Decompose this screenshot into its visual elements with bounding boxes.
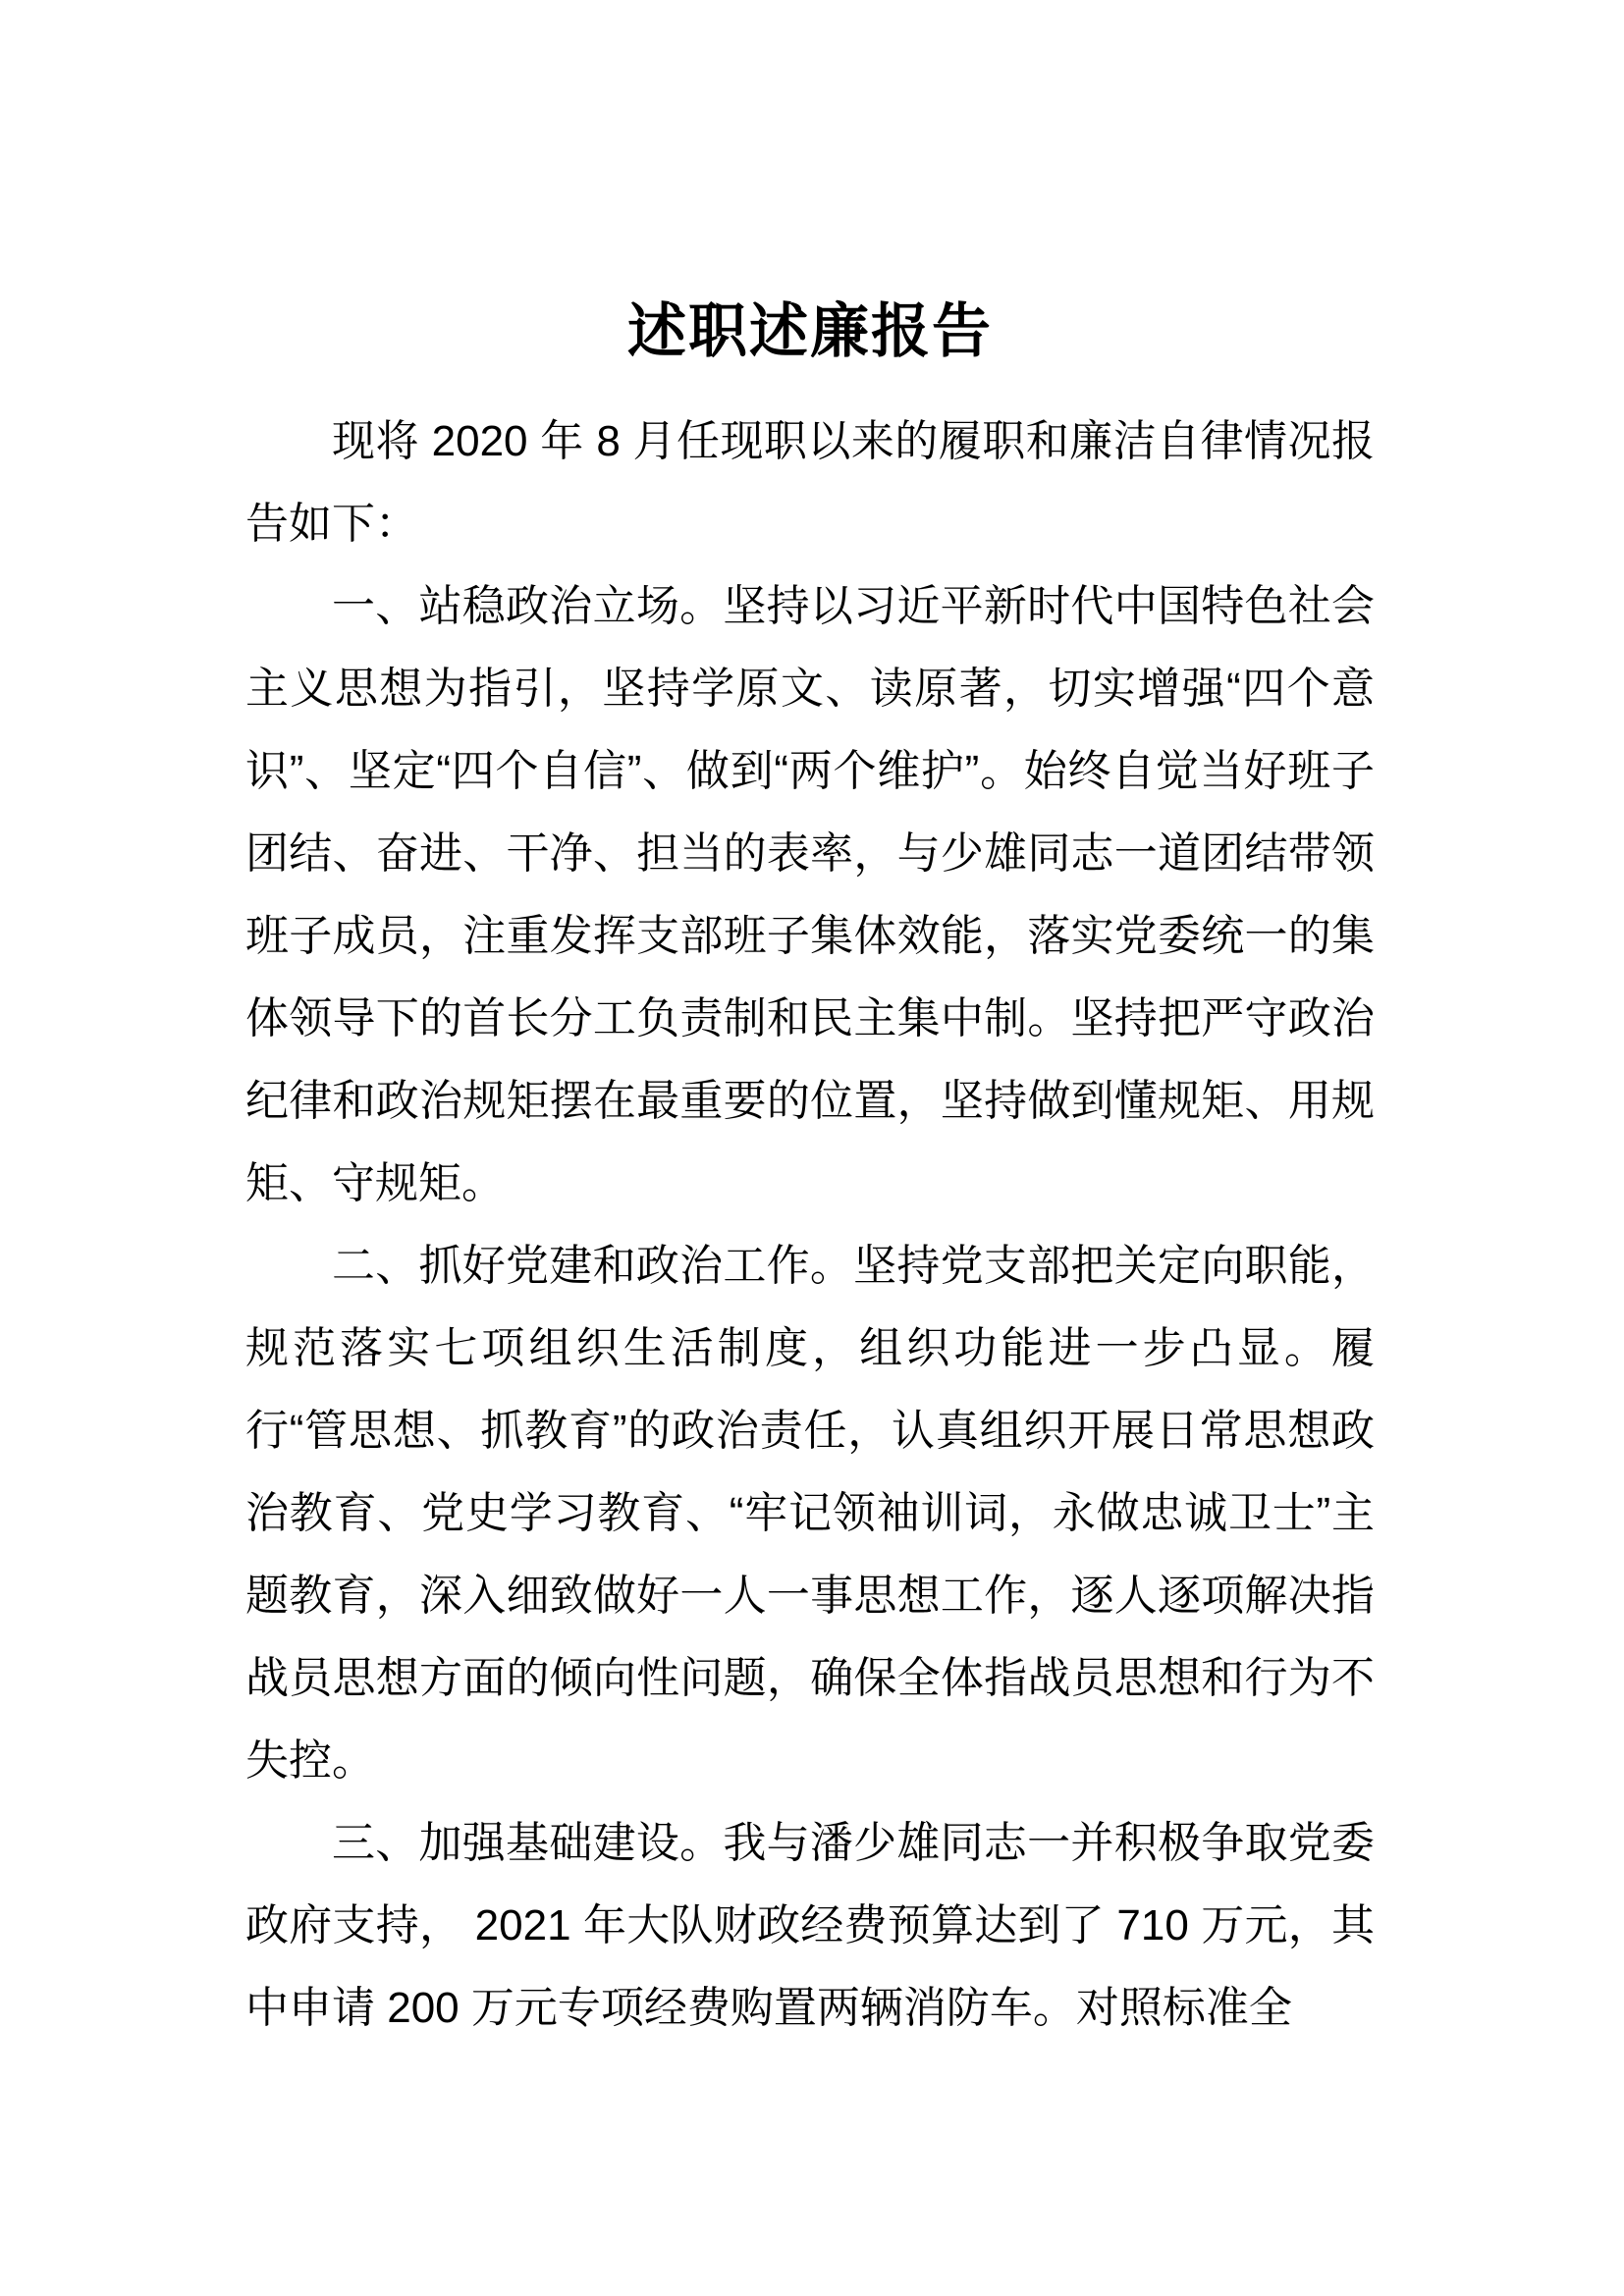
- paragraph-section-3: 三、加强基础建设。我与潘少雄同志一并积极争取党委政府支持， 2021 年大队财政经费预算达到了 710 万元，其中申请 200 万元专项经费购置两辆消防车。对照标准全: [245, 1819, 1375, 2032]
- paragraph-section-1: 一、站稳政治立场。坚持以习近平新时代中国特色社会主义思想为指引，坚持学原文、读原著，切实增强“四个意识”、坚定“四个自信”、做到“两个维护”。始终自觉当好班子团结、奋进、干净、担当的表率，与少雄同志一道团结带领班子成员，注重发挥支部班子集体效能，落实党委统一的集体领导下的首长分工负责制和民主集中制。坚持把严守政治纪律和政治规矩摆在最重要的位置，坚持做到懂规矩、用规矩、守规矩。: [245, 582, 1375, 1207]
- paragraph-section-2: 二、抓好党建和政治工作。坚持党支部把关定向职能，规范落实七项组织生活制度，组织功能进一步凸显。履行“管思想、抓教育”的政治责任，认真组织开展日常思想政治教育、党史学习教育、“牢记领袖训词，永做忠诚卫士”主题教育，深入细致做好一人一事思想工作，逐人逐项解决指战员思想方面的倾向性问题，确保全体指战员思想和行为不失控。: [245, 1242, 1375, 1785]
- paragraph-intro: 现将 2020 年 8 月任现职以来的履职和廉洁自律情况报告如下：: [245, 417, 1375, 548]
- document-body: [245, 400, 1375, 2050]
- document-title: 述职述廉报告: [627, 298, 993, 364]
